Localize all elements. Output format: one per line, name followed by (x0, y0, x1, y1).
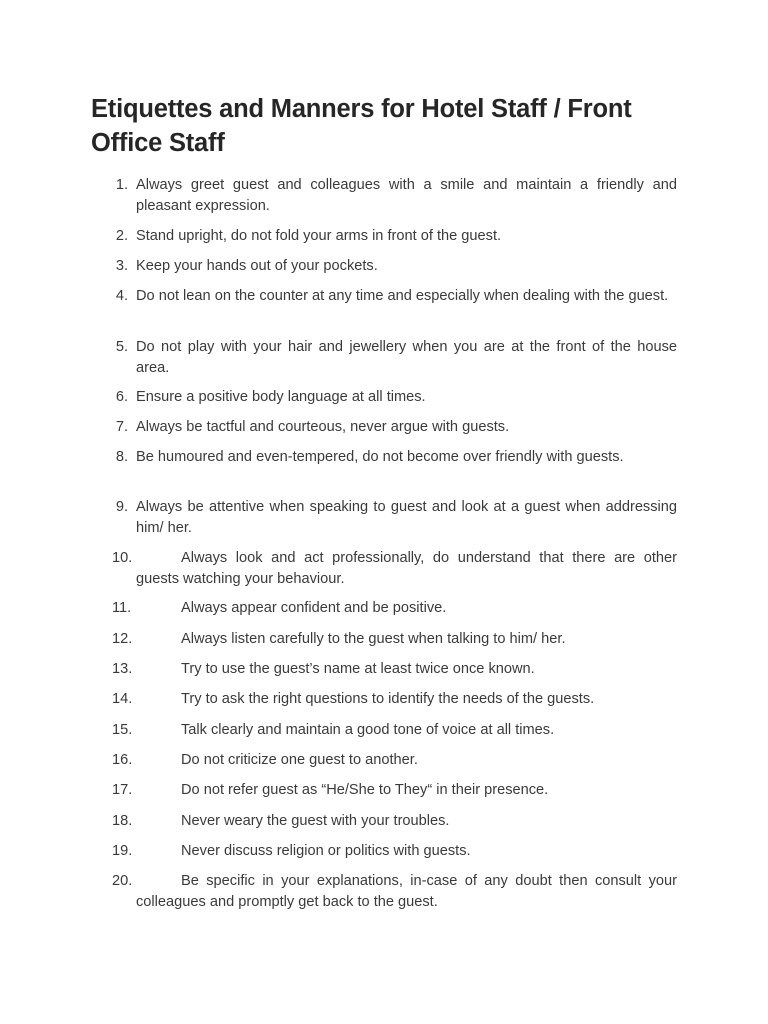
item-text: Do not criticize one guest to another. (181, 752, 418, 768)
item-number: 2. (115, 228, 128, 244)
item-number: 1. (115, 177, 128, 193)
item-number: 5. (115, 339, 128, 355)
item-text: Never weary the guest with your troubles. (181, 813, 450, 829)
item-number: 15. (112, 722, 133, 738)
item-number: 4. (115, 288, 128, 304)
item-text: Do not lean on the counter at any time and especially when dealing with the guest. (136, 288, 669, 304)
item-number: 6. (115, 389, 128, 405)
item-text: Never discuss religion or politics with guests. (181, 843, 471, 859)
item-number: 18. (112, 813, 133, 829)
item-text: Always appear confident and be positive. (181, 600, 447, 616)
item-number: 7. (115, 419, 128, 435)
item-text: Keep your hands out of your pockets. (136, 258, 378, 274)
item-text: Try to ask the right questions to identify the needs of the guests. (181, 691, 595, 707)
item-text: Stand upright, do not fold your arms in front of the guest. (136, 228, 502, 244)
item-text: Try to use the guest’s name at least twice once known. (181, 661, 535, 677)
item-number: 14. (112, 691, 133, 707)
item-number: 11. (112, 600, 132, 616)
item-text: Ensure a positive body language at all times. (136, 389, 426, 405)
item-text: Always be attentive when speaking to guest and look at a guest when addressing him/ her. (136, 499, 677, 536)
item-number: 10. (112, 550, 133, 566)
item-text: Always greet guest and colleagues with a smile and maintain a friendly and pleasant expression. (136, 177, 677, 214)
item-number: 12. (112, 631, 133, 647)
item-text: Do not play with your hair and jewellery when you are at the front of the house area. (136, 339, 677, 376)
item-text: Always look and act professionally, do understand that there are other guests watching your behaviour. (136, 550, 677, 587)
item-number: 3. (115, 258, 128, 274)
item-number: 13. (112, 661, 133, 677)
item-number: 9. (115, 499, 128, 515)
document-title: Etiquettes and Manners for Hotel Staff / Front Office Staff (91, 95, 632, 157)
item-number: 20. (112, 873, 133, 889)
item-text: Be humoured and even-tempered, do not become over friendly with guests. (136, 449, 624, 465)
item-number: 19. (112, 843, 133, 859)
item-number: 17. (112, 782, 133, 798)
item-text: Always listen carefully to the guest when talking to him/ her. (181, 631, 566, 647)
item-text: Do not refer guest as “He/She to They“ in their presence. (181, 782, 549, 798)
item-number: 8. (115, 449, 128, 465)
item-text: Be specific in your explanations, in-case of any doubt then consult your colleagues and promptly get back to the guest. (136, 873, 677, 910)
item-text: Talk clearly and maintain a good tone of voice at all times. (181, 722, 555, 738)
item-number: 16. (112, 752, 133, 768)
item-text: Always be tactful and courteous, never argue with guests. (136, 419, 510, 435)
